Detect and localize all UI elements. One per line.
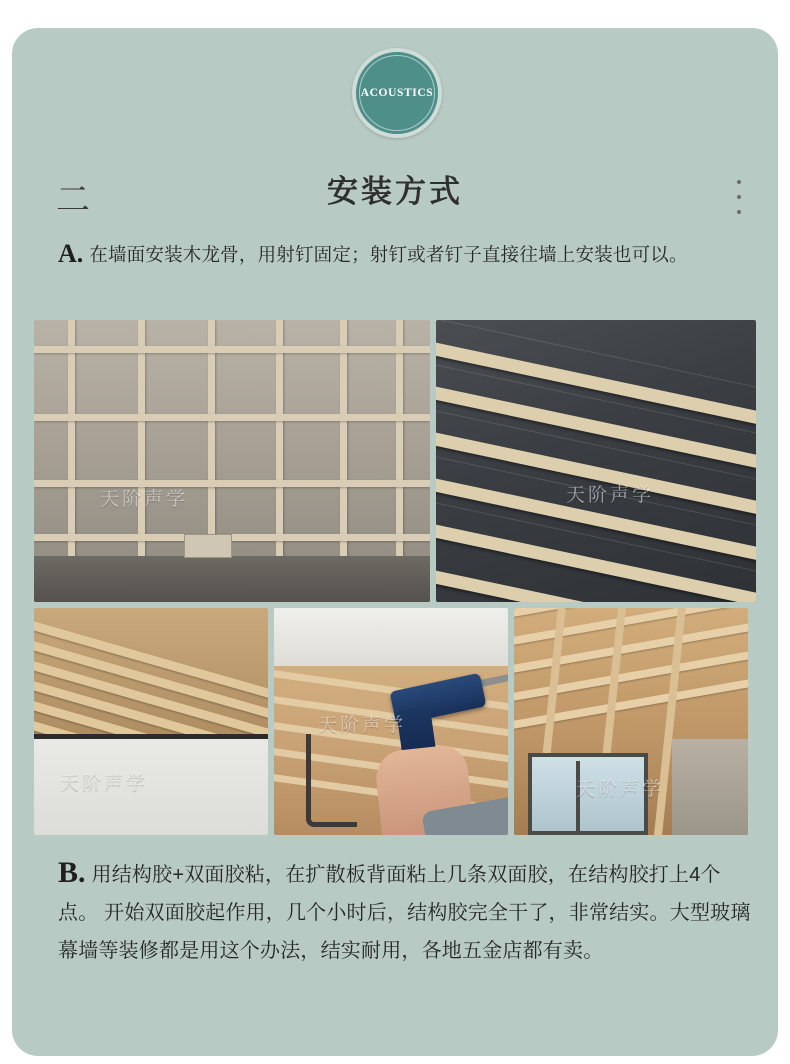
photo-row-bottom: [34, 608, 756, 835]
page-title: 安装方式: [327, 174, 463, 209]
step-b-text: 用结构胶+双面胶粘，在扩散板背面粘上几条双面胶，在结构胶打上4个点。 开始双面胶起作用，几个小时后，结构胶完全干了，非常结实。大型玻璃幕墙等装修都是用这个办法，结实耐用，各地五金店都有卖。: [58, 864, 751, 962]
section-header: [12, 158, 778, 234]
step-a-letter: A.: [58, 239, 84, 268]
step-b-paragraph: [58, 856, 758, 970]
ceiling-grid-window-photo: [514, 608, 748, 835]
watermark: 天阶声学: [576, 779, 665, 800]
kebab-dot: [737, 210, 741, 214]
watermark: 天阶声学: [566, 485, 655, 506]
dark-ceiling-battens-photo: [436, 320, 756, 602]
drill-fastening-photo: [274, 608, 508, 835]
photo-row-top: [34, 320, 756, 602]
watermark: 天阶声学: [60, 773, 149, 794]
acoustics-badge: [352, 48, 442, 138]
step-b-letter: B.: [58, 856, 86, 889]
ceiling-battens-white-wall-photo: [34, 608, 268, 835]
watermark: 天阶声学: [100, 489, 189, 510]
step-a-paragraph: [58, 238, 748, 271]
wall-wood-frame-photo: [34, 320, 430, 602]
section-number: 二: [56, 182, 92, 219]
kebab-dot: [737, 180, 741, 184]
watermark: 天阶声学: [318, 715, 407, 736]
content-panel: [12, 28, 778, 1056]
kebab-dot: [737, 195, 741, 199]
badge-label: ACOUSTICS: [360, 87, 434, 99]
badge-ring: [359, 55, 435, 131]
step-a-text: 在墙面安装木龙骨，用射钉固定；射钉或者钉子直接往墙上安装也可以。: [89, 244, 688, 265]
kebab-menu-icon[interactable]: [736, 180, 742, 214]
